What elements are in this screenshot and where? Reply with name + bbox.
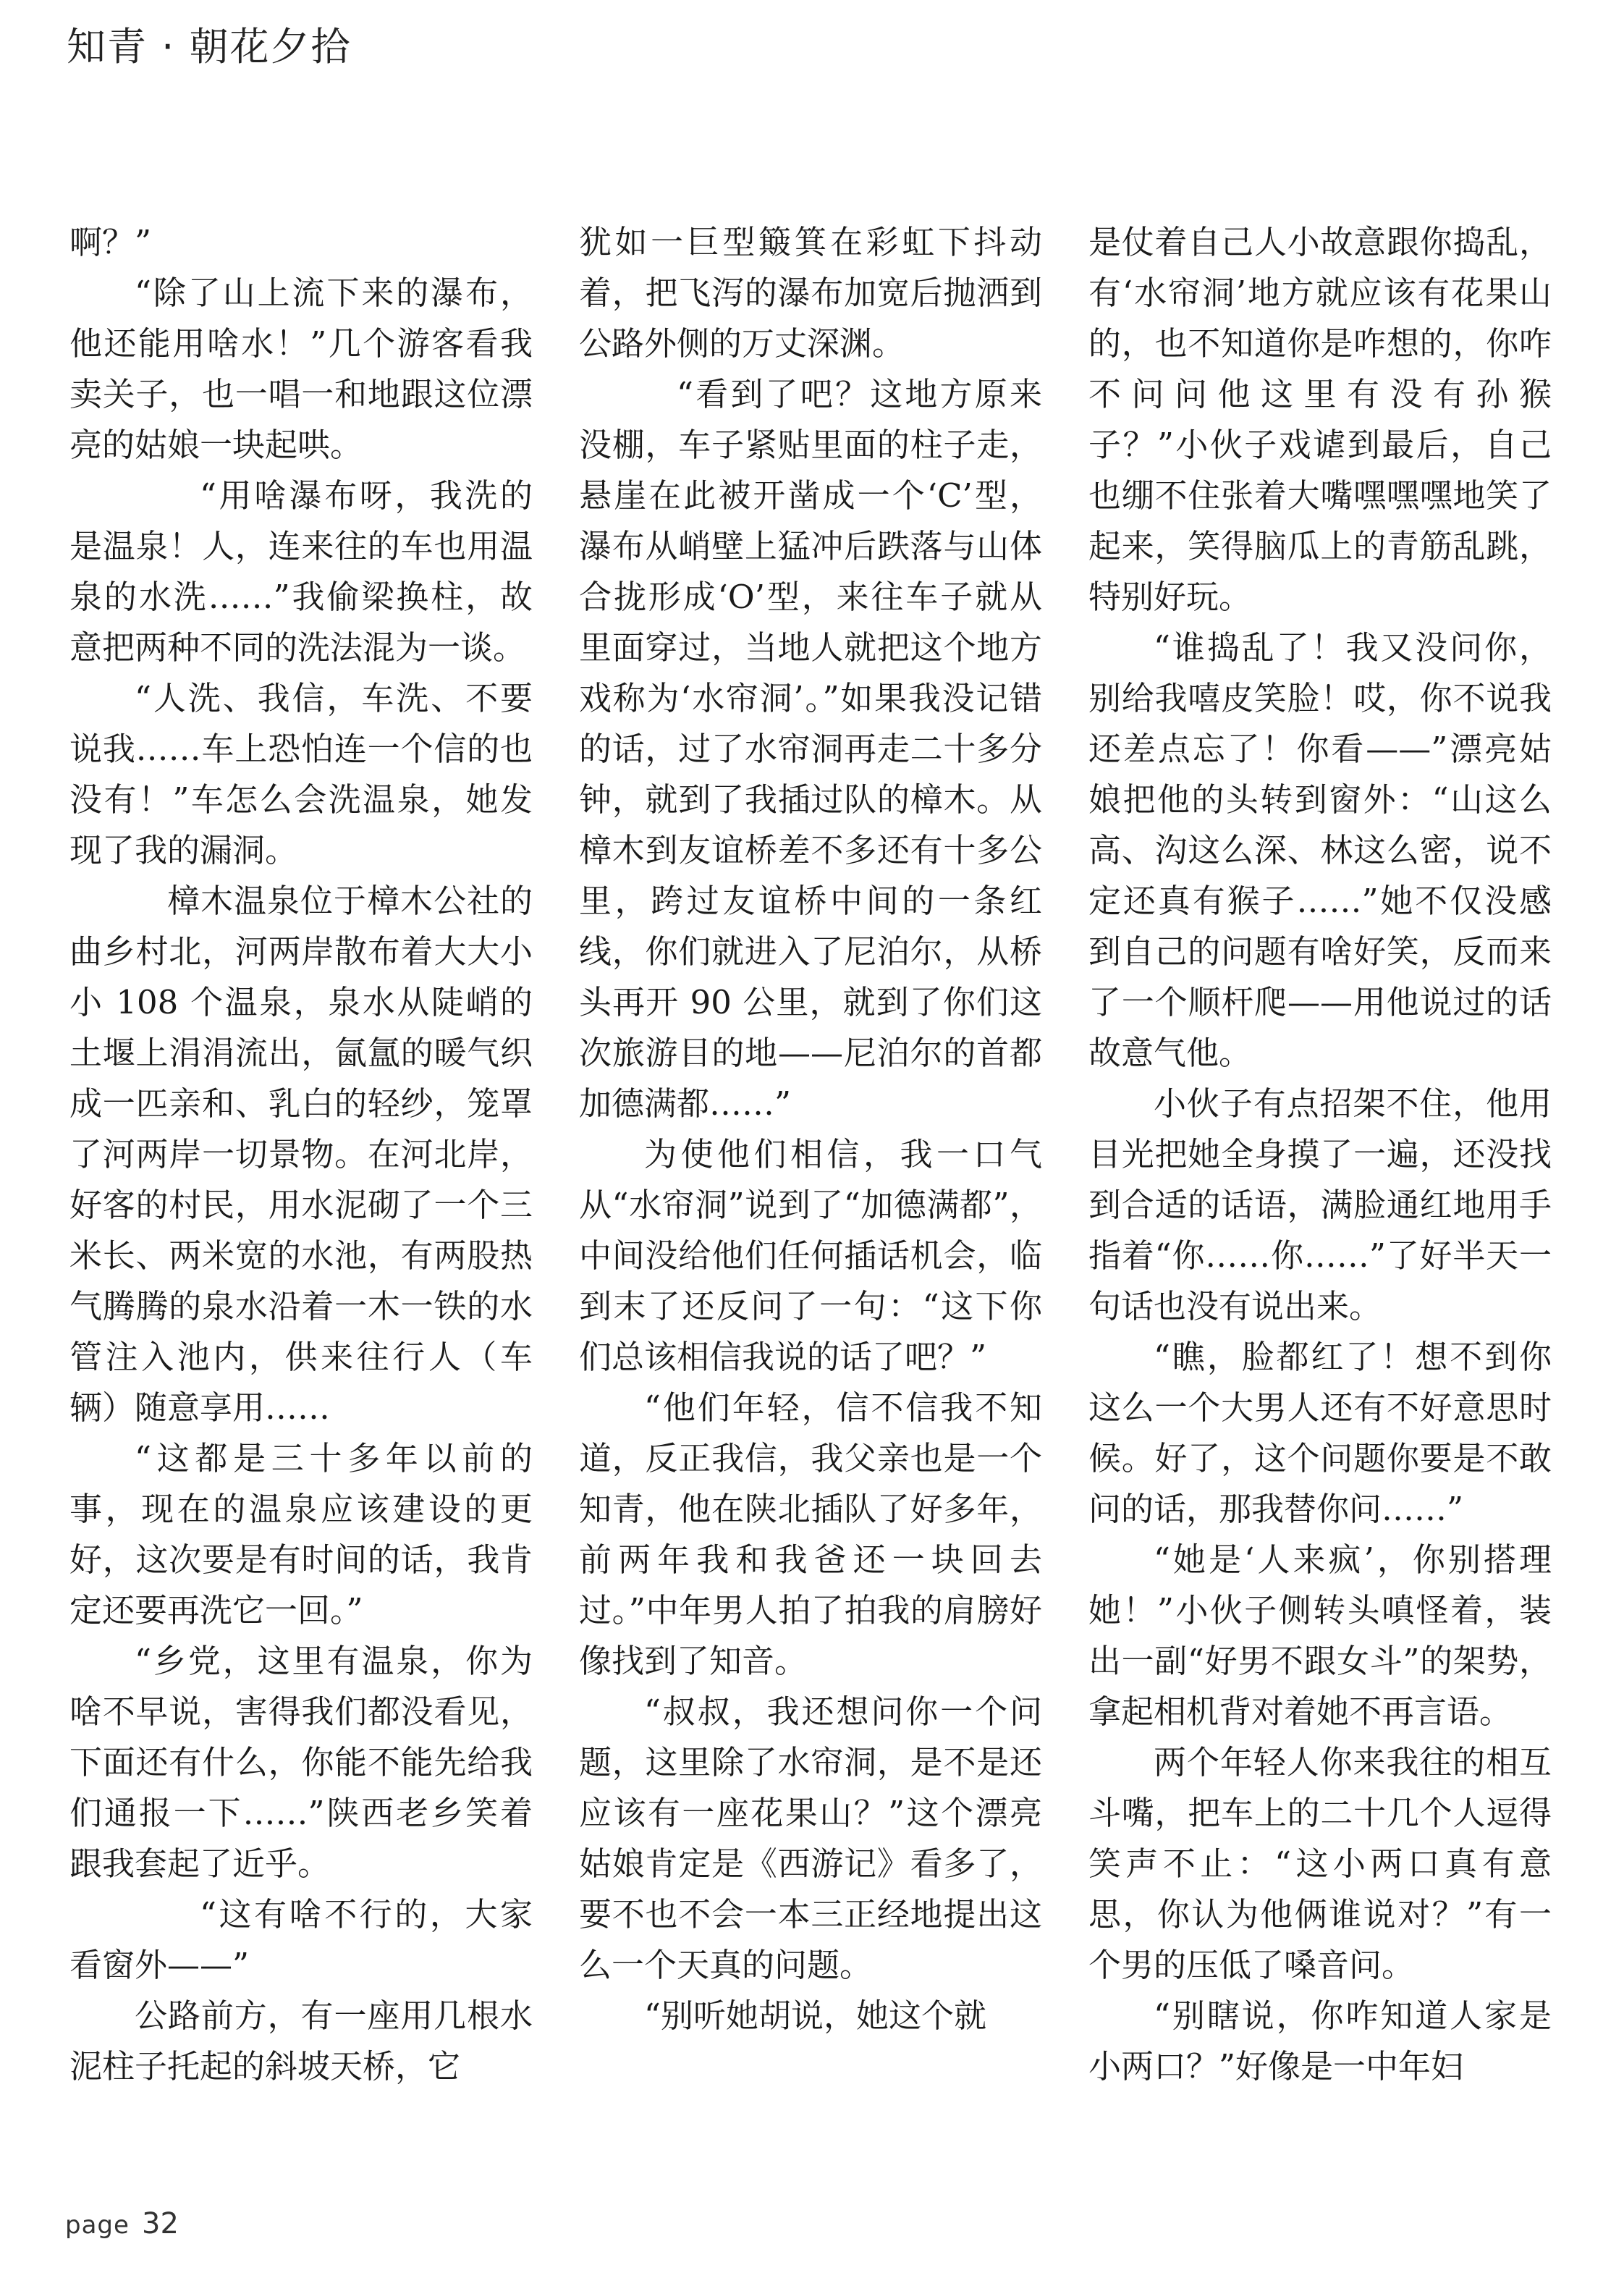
paragraph: “人洗、我信，车洗、不要说我……车上恐怕连一个信的也没有！”车怎么会洗温泉，她发现了我的漏洞。 — [69, 679, 533, 869]
paragraph: “乡党，这里有温泉，你为啥不早说，害得我们都没看见，下面还有什么，你能不能先给我们通报一下……”陕西老乡笑着跟我套起了近乎。 — [69, 1642, 533, 1883]
paragraph: “这都是三十多年以前的事，现在的温泉应该建设的更好，这次要是有时间的话，我肯定还要再洗它一回。” — [69, 1439, 533, 1629]
paragraph: “这有啥不行的，大家看窗外——” — [69, 1895, 533, 1984]
page-label: page — [65, 2211, 130, 2240]
paragraph: 两个年轻人你来我往的相互斗嘴，把车上的二十几个人逗得笑声不止：“这小两口真有意思，你认为他俩谁说对？”有一个男的压低了嗓音问。 — [1088, 1743, 1552, 1984]
running-header: 知青 · 朝花夕拾 — [67, 24, 352, 69]
paragraph: “叔叔，我还想问你一个问题，这里除了水帘洞，是不是还应该有一座花果山？”这个漂亮姑娘肯定是《西游记》看多了，要不也不会一本三正经地提出这么一个天真的问题。 — [579, 1692, 1042, 1984]
text-column-2 — [579, 217, 1042, 2041]
page-number: 32 — [142, 2207, 179, 2240]
paragraph: 樟木温泉位于樟木公社的曲乡村北，河两岸散布着大大小小 108 个温泉，泉水从陡峭的土堰上涓涓流出，氤氲的暖气织成一匹亲和、乳白的轻纱，笼罩了河两岸一切景物。在河北岸，好客的村民，用水泥砌了一个三米长、两米宽的水池，有两股热气腾腾的泉水沿着一木一铁的水管注入池内，供来往行人（车辆）随意享用…… — [69, 882, 533, 1427]
paragraph: “谁捣乱了！我又没问你，别给我嘻皮笑脸！哎，你不说我还差点忘了！你看——”漂亮姑娘把他的头转到窗外：“山这么高、沟这么深、林这么密，说不定还真有猴子……”她不仅没感到自己的问题有啥好笑，反而来了一个顺杆爬——用他说过的话故意气他。 — [1088, 628, 1552, 1072]
paragraph: 犹如一巨型簸箕在彩虹下抖动着，把飞泻的瀑布加宽后抛洒到公路外侧的万丈深渊。 — [579, 223, 1042, 363]
text-column-3 — [1088, 217, 1552, 2092]
paragraph: “用啥瀑布呀，我洗的是温泉！人，连来往的车也用温泉的水洗……”我偷梁换柱，故意把两种不同的洗法混为一谈。 — [69, 476, 533, 667]
paragraph: “别听她胡说，她这个就 — [644, 1996, 987, 2035]
paragraph: 公路前方，有一座用几根水泥柱子托起的斜坡天桥，它 — [69, 1996, 533, 2086]
paragraph: 是仗着自己人小故意跟你捣乱，有‘水帘洞’地方就应该有花果山的，也不知道你是咋想的，你咋不问问他这里有没有孙猴子？”小伙子戏谑到最后，自己也绷不住张着大嘴嘿嘿嘿地笑了起来，笑得脑瓜上的青筋乱跳，特别好玩。 — [1088, 223, 1552, 616]
paragraph: 为使他们相信，我一口气从“水帘洞”说到了“加德满都”，中间没给他们任何插话机会，临到末了还反问了一句：“这下你们总该相信我说的话了吧？” — [579, 1135, 1042, 1376]
paragraph: “看到了吧？这地方原来没棚，车子紧贴里面的柱子走，悬崖在此被开凿成一个‘C’型，瀑布从峭壁上猛冲后跌落与山体合拢形成‘O’型，来往车子就从里面穿过，当地人就把这个地方戏称为‘水帘洞’。”如果我没记错的话，过了水帘洞再走二十多分钟，就到了我插过队的樟木。从樟木到友谊桥差不多还有十多公里，跨过友谊桥中间的一条红线，你们就进入了尼泊尔，从桥头再开 90 公里，就到了你们这次旅游目的地——尼泊尔的首都加德满都……” — [579, 375, 1042, 1123]
paragraph: “除了山上流下来的瀑布，他还能用啥水！”几个游客看我卖关子，也一唱一和地跟这位漂亮的姑娘一块起哄。 — [69, 274, 533, 464]
paragraph: “他们年轻，信不信我不知道，反正我信，我父亲也是一个知青，他在陕北插队了好多年，前两年我和我爸还一块回去过。”中年男人拍了拍我的肩膀好像找到了知音。 — [579, 1388, 1042, 1680]
text-column-1 — [69, 217, 533, 2092]
paragraph: 小伙子有点招架不住，他用目光把她全身摸了一遍，还没找到合适的话语，满脸通红地用手指着“你……你……”了好半天一句话也没有说出来。 — [1088, 1084, 1552, 1325]
paragraph: “她是‘人来疯’，你别搭理她！”小伙子侧转头嗔怪着，装出一副“好男不跟女斗”的架势，拿起相机背对着她不再言语。 — [1088, 1540, 1552, 1731]
paragraph: “别瞎说，你咋知道人家是小两口？”好像是一中年妇 — [1088, 1996, 1552, 2086]
paragraph: “瞧，脸都红了！想不到你这么一个大男人还有不好意思时候。好了，这个问题你要是不敢问的话，那我替你问……” — [1088, 1338, 1552, 1528]
page-footer — [65, 2209, 179, 2238]
paragraph: 啊？” — [69, 223, 152, 261]
